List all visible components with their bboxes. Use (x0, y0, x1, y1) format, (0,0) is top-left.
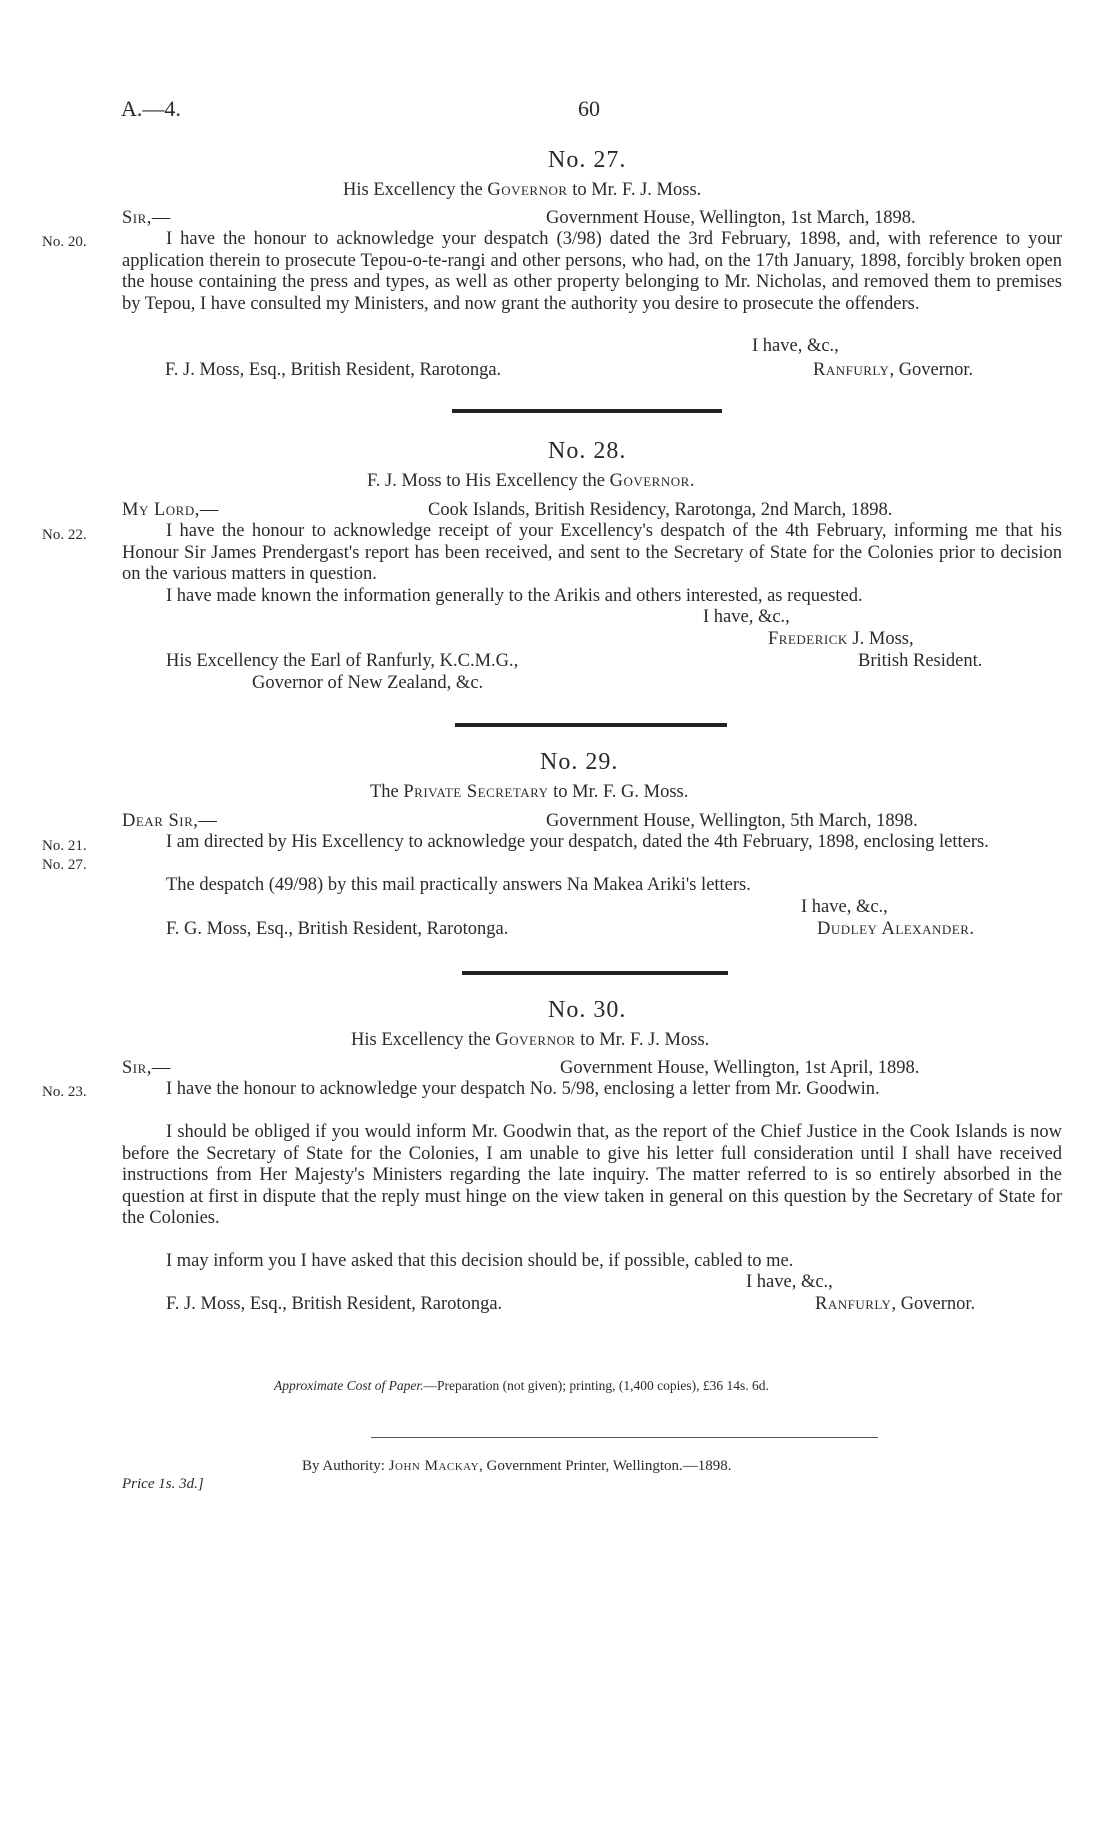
letter-27-number: No. 27. (548, 147, 627, 173)
letter-28-addressee-line-2: Governor of New Zealand, &c. (252, 673, 484, 693)
letter-27-subtitle (343, 180, 701, 201)
cost-label: Approximate Cost of Paper. (274, 1378, 424, 1393)
letter-29-number: No. 29. (540, 749, 619, 775)
subtitle-sc: Private Secretary (403, 782, 549, 802)
letter-30-number: No. 30. (548, 997, 627, 1023)
signature-name: Dudley Alexander (817, 919, 970, 939)
letter-27-closing: I have, &c., (752, 336, 839, 356)
subtitle-sc: Governor (495, 1030, 576, 1050)
subtitle-sc: Governor (609, 471, 690, 491)
subtitle-post: to Mr. F. G. Moss. (548, 782, 689, 802)
signature-name: Frederick (768, 629, 848, 649)
letter-28-dateline: Cook Islands, British Residency, Rarotonga, 2nd March, 1898. (428, 500, 893, 520)
letter-28-paragraph-1: I have the honour to acknowledge receipt of your Excellency's despatch of the 4th February, informing me that his Honour Sir James Prendergast's report has been received, and sent to the Secretary of State for the Colonies prior to decision on the various matters in question. (122, 521, 1062, 584)
price-note: Price 1s. 3d.] (122, 1476, 204, 1492)
letter-27-signature (813, 360, 973, 382)
letter-30-signature (815, 1294, 975, 1316)
subtitle-sc: Governor (487, 180, 568, 200)
cost-note (274, 1378, 769, 1394)
letter-30-dateline: Government House, Wellington, 1st April, 1898. (560, 1058, 920, 1078)
letter-28-paragraph-2: I have made known the information generally to the Arikis and others interested, as requested. (166, 586, 863, 606)
letter-28-signature (768, 629, 914, 651)
letter-28-salutation: My Lord,— (122, 500, 219, 520)
subtitle-pre: The (370, 782, 404, 802)
letter-28-subtitle (367, 471, 694, 492)
letter-28-signature-title: British Resident. (858, 651, 983, 671)
section-divider (452, 409, 722, 413)
letter-27-paragraph: I have the honour to acknowledge your despatch (3/98) dated the 3rd February, 1898, and, with reference to your application therein to prosecute Tepou-o-te-rangi and other persons, who had, on the 17th January, 1898, forcibly broken open the house containing the press and types, as well as other property belonging to Mr. Nicholas, and removed them to premises by Tepou, I have consulted my Ministers, and now grant the authority you desire to prosecute the offenders. (122, 229, 1062, 314)
letter-29-closing: I have, &c., (801, 897, 888, 917)
letter-29-margin-ref-1: No. 21. (42, 838, 87, 854)
letter-29-signature (817, 919, 974, 941)
subtitle-pre: His Excellency the (351, 1030, 496, 1050)
letter-29-dateline: Government House, Wellington, 5th March, 1898. (546, 811, 918, 831)
letter-28-margin-ref: No. 22. (42, 527, 87, 543)
page-number: 60 (578, 96, 600, 121)
subtitle-pre: His Excellency the (343, 180, 488, 200)
letter-27-addressee: F. J. Moss, Esq., British Resident, Rarotonga. (165, 360, 502, 380)
letter-30-subtitle (351, 1030, 709, 1051)
letter-30-closing: I have, &c., (746, 1272, 833, 1292)
letter-29-salutation: Dear Sir,— (122, 811, 218, 831)
authority-printer: John Mackay (388, 1458, 480, 1474)
signature-name: Ranfurly (813, 360, 890, 380)
letter-30-salutation: Sir,— (122, 1058, 171, 1078)
letter-29-addressee: F. G. Moss, Esq., British Resident, Rarotonga. (166, 919, 509, 939)
letter-29-subtitle (370, 782, 688, 803)
signature-post: , Governor. (891, 1294, 976, 1314)
letter-28-addressee-line-1: His Excellency the Earl of Ranfurly, K.C.M.G., (166, 651, 519, 671)
subtitle-pre: F. J. Moss to His Excellency the (367, 471, 610, 491)
document-reference: A.—4. (121, 96, 181, 121)
letter-29-paragraph-1: I am directed by His Excellency to acknowledge your despatch, dated the 4th February, 1898, enclosing letters. (166, 832, 989, 852)
signature-post: . (969, 919, 975, 939)
letter-30-addressee: F. J. Moss, Esq., British Resident, Rarotonga. (166, 1294, 503, 1314)
signature-post: J. Moss, (847, 629, 914, 649)
letter-30-paragraph-2: I should be obliged if you would inform Mr. Goodwin that, as the report of the Chief Justice in the Cook Islands is now before the Secretary of State for the Colonies, I am unable to give his letter full consideration until I shall have received instructions from Her Majesty's Ministers regarding the late inquiry. The matter referred to is so entirely absorbed in the question at first in dispute that the reply must hinge on the view taken in general on this question by the Secretary of State for the Colonies. (122, 1122, 1062, 1228)
letter-28-number: No. 28. (548, 438, 627, 464)
signature-post: , Governor. (889, 360, 974, 380)
letter-27-salutation: Sir,— (122, 208, 171, 228)
letter-30-margin-ref: No. 23. (42, 1084, 87, 1100)
footer-rule (371, 1437, 878, 1438)
subtitle-post: to Mr. F. J. Moss. (567, 180, 702, 200)
cost-text: —Preparation (not given); printing, (1,400 copies), £36 14s. 6d. (423, 1378, 769, 1393)
signature-name: Ranfurly (815, 1294, 892, 1314)
subtitle-post: to Mr. F. J. Moss. (575, 1030, 710, 1050)
section-divider (462, 971, 728, 975)
letter-30-paragraph-3: I may inform you I have asked that this decision should be, if possible, cabled to me. (166, 1251, 794, 1271)
letter-27-dateline: Government House, Wellington, 1st March, 1898. (546, 208, 916, 228)
authority-pre: By Authority: (302, 1458, 389, 1474)
letter-29-paragraph-2: The despatch (49/98) by this mail practically answers Na Makea Ariki's letters. (166, 875, 751, 895)
authority-line (302, 1458, 732, 1475)
authority-post: , Government Printer, Wellington.—1898. (479, 1458, 732, 1474)
letter-28-closing: I have, &c., (703, 607, 790, 627)
subtitle-post: . (689, 471, 695, 491)
letter-30-paragraph-1: I have the honour to acknowledge your despatch No. 5/98, enclosing a letter from Mr. Goodwin. (166, 1079, 880, 1099)
section-divider (455, 723, 727, 727)
letter-29-margin-ref-2: No. 27. (42, 857, 87, 873)
letter-27-margin-ref: No. 20. (42, 234, 87, 250)
